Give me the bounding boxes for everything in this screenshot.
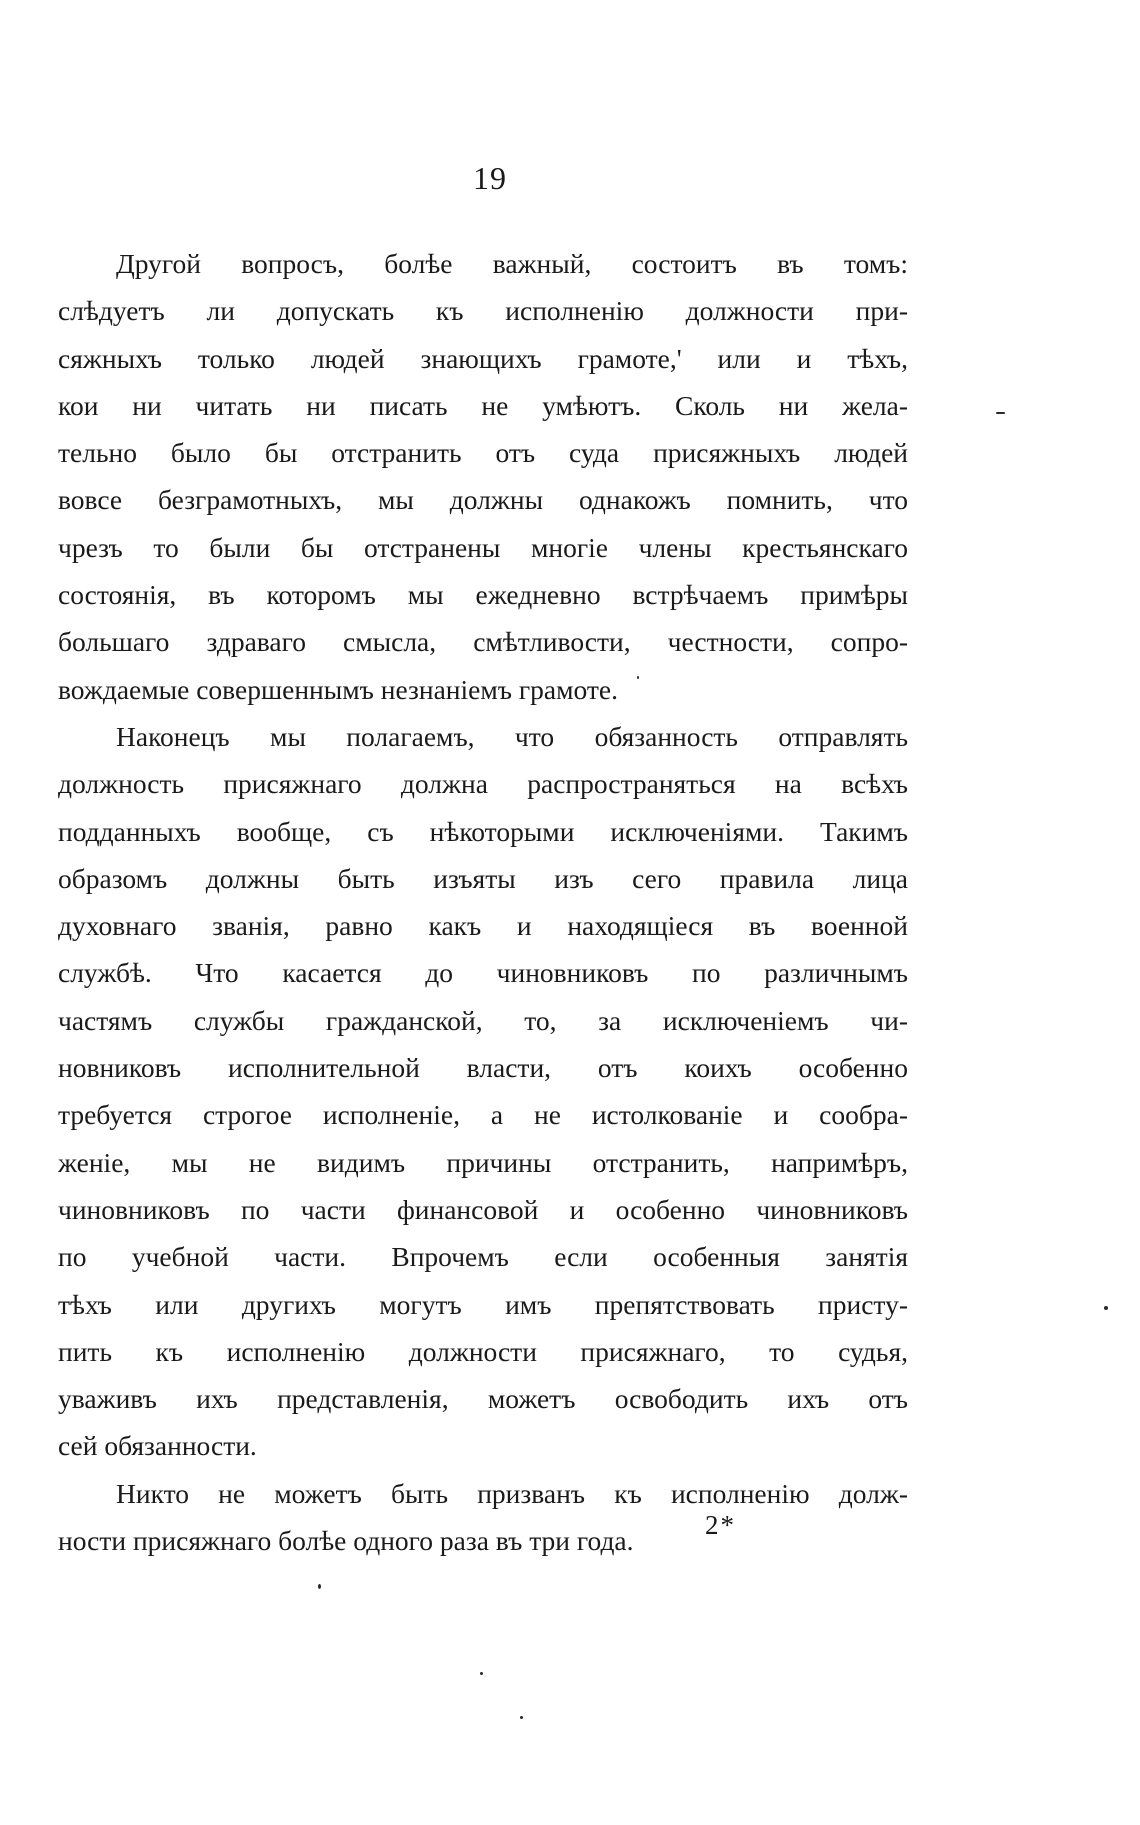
body-text: [58, 240, 908, 1564]
text-line: вождаемые совершеннымъ незнаніемъ грамоте.: [58, 673, 618, 705]
text-line: чиновниковъ по части финансовой и особенно чиновниковъ: [58, 1193, 908, 1225]
paragraph: [58, 713, 908, 1470]
text-line: Никто не можетъ быть призванъ къ исполненію долж-: [116, 1477, 908, 1509]
text-line: слѣдуетъ ли допускать къ исполненію должности при-: [58, 295, 908, 327]
text-line: тѣхъ или другихъ могутъ имъ препятствовать присту-: [58, 1288, 908, 1320]
text-line: чрезъ то были бы отстранены многіе члены крестьянскаго: [58, 531, 908, 563]
scan-speck: [996, 412, 1005, 414]
text-line: подданныхъ вообще, съ нѣкоторыми исключеніями. Такимъ: [58, 815, 908, 847]
paragraph: [58, 240, 908, 713]
text-line: большаго здраваго смысла, смѣтливости, честности, сопро-: [58, 626, 908, 658]
scan-speck: [480, 1672, 483, 1675]
text-line: женіе, мы не видимъ причины отстранить, напримѣръ,: [58, 1146, 908, 1178]
text-line: пить къ исполненію должности присяжнаго, то судья,: [58, 1335, 908, 1367]
text-line: Другой вопросъ, болѣе важный, состоитъ въ томъ:: [116, 248, 908, 279]
text-line: службѣ. Что касается до чиновниковъ по различнымъ: [58, 957, 908, 989]
text-line: кои ни читать ни писать не умѣютъ. Сколь ни жела-: [58, 389, 908, 421]
text-line: должность присяжнаго должна распространяться на всѣхъ: [58, 768, 908, 800]
text-line: тельно было бы отстранить отъ суда присяжныхъ людей: [58, 437, 908, 469]
text-line: сей обязанности.: [58, 1430, 257, 1462]
signature-mark: 2*: [705, 1510, 736, 1540]
text-line: вовсе безграмотныхъ, мы должны однакожъ помнить, что: [58, 484, 908, 516]
text-line: по учебной части. Впрочемъ если особенныя занятія: [58, 1241, 908, 1273]
text-line: Наконецъ мы полагаемъ, что обязанность отправлять: [116, 720, 908, 752]
text-line: частямъ службы гражданской, то, за исключеніемъ чи-: [58, 1004, 908, 1036]
text-line: требуется строгое исполненіе, а не истолкованіе и сообра-: [58, 1099, 908, 1131]
text-line: новниковъ исполнительной власти, отъ коихъ особенно: [58, 1052, 908, 1084]
text-line: уваживъ ихъ представленія, можетъ освободить ихъ отъ: [58, 1383, 908, 1415]
scan-speck: [1104, 1306, 1108, 1310]
paragraph: [58, 1470, 908, 1565]
page-number: 19: [473, 160, 507, 196]
scan-speck: [637, 676, 639, 679]
scan-speck: [318, 1584, 321, 1589]
text-line: образомъ должны быть изъяты изъ сего правила лица: [58, 862, 908, 894]
text-line: сяжныхъ только людей знающихъ грамоте,' или и тѣхъ,: [58, 342, 908, 374]
scan-speck: [520, 1716, 523, 1719]
text-line: духовнаго званія, равно какъ и находящіеся въ военной: [58, 910, 908, 942]
text-line: ности присяжнаго болѣе одного раза въ три года.: [58, 1525, 634, 1557]
text-line: состоянія, въ которомъ мы ежедневно встрѣчаемъ примѣры: [58, 579, 908, 611]
